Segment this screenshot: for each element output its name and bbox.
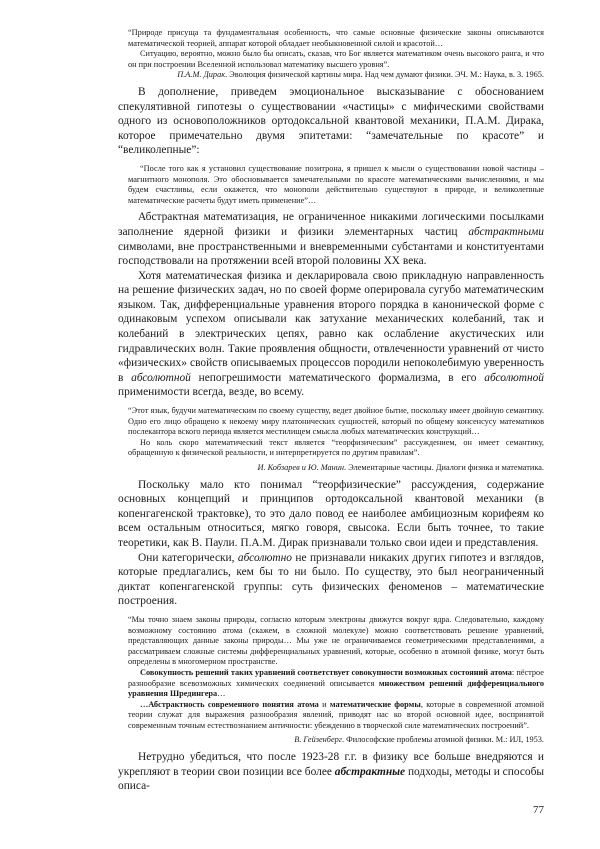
- quote-heisenberg: [128, 615, 544, 732]
- paragraph: Нетрудно убедиться, что после 1923-28 г.г. в физику все больше внедряются и укрепляют в теории свои позиции все более абстрактные подходы, методы и способы описа-: [118, 751, 545, 793]
- paragraph: Поскольку мало кто понимал “теорфизические” рассуждения, содержание основных концепций и принципов ортодоксальной квантовой механики (в копенгагенской трактовке), то это дало повод ее наиболее амбициозным корифеям ко всем остальным относиться, мягко говоря, свысока. Если быть точнее, то такие теоретики, как В. Паули. П.А.М. Дирак признавали только свои идеи и представления.: [118, 478, 544, 549]
- body-text: [118, 210, 544, 400]
- body-text: [118, 478, 544, 609]
- quote-text: “Мы точно знаем законы природы, согласно которым электроны движутся вокруг ядра. Следовательно, каждому возможному состоянию атома (скажем, в сложной молекуле) можно соответствовать решение уравнений, представляющих данные законы природы… Мы уже не ограничиваемся геометрическими представлениями, а рассматриваем сложные системы дифференциальных уравнений, которые, особенно в атомной физике, могут быть определены в многомерном пространстве.: [128, 614, 544, 667]
- paragraph: Абстрактная математизация, не ограниченное никакими логическими посылками заполнение ядерной физики и физики элементарных частиц абстрактными символами, вне пространственными и вневременными субстантами и конституентами господствовали на протяжении всей второй половины XX века.: [118, 211, 544, 268]
- quote-text: Ситуацию, вероятно, можно было бы описать, сказав, что Бог является математиком очень высокого ранга, и что он при построении Вселенной использовал математику высшего уровня”.: [128, 49, 544, 69]
- quote-source: П.А.М. Дирак. Эволюция физической картины мира. Над чем думают физики. ЭЧ. М.: Наука, в. 3. 1965.: [177, 70, 544, 80]
- paragraph: Они категорически, абсолютно не признавали никаких других гипотез и взглядов, которые предлагались, кем бы то ни было. По существу, это был неограниченный диктат копенгагенской группы: суть физических феноменов – математические построения.: [118, 551, 544, 608]
- quote-author: И. Кобзарев и Ю. Манин: [257, 463, 345, 472]
- body-text: [118, 85, 544, 158]
- quote-text: Но коль скоро математический текст является “теорфизическим” рассуждением, он имеет семантику, обращенную к физической реальности, и интерпретируется по другим правилам”.: [128, 437, 544, 458]
- paragraph: Хотя математическая физика и декларировала свою прикладную направленность на решение физических задач, но по своей форме оперировала сугубо математическим языком. Так, дифференциальные уравнения второго порядка в канонической форме с одинаковым успехом описывали как затухание механических колебаний, так и колебаний в электрических цепях, равно как ослабление акустических или гидравлических волн. Такие проявления общности, отвлеченности уравнений от чисто «физических» свойств описываемых процессов породили непоколебимую уверенность в абсолютной непогрешимости математического формализма, в его абсолютной применимости всегда, везде, во всему.: [118, 269, 544, 399]
- quote-source: В. Гейзенберг. Философские проблемы атомной физики. М.: ИЛ, 1953.: [294, 735, 544, 745]
- quote-text: “Природе присуща та фундаментальная особенность, что самые основные физические законы описываются математической теорией, аппарат которой обладает необыкновенной силой и красотой…: [128, 28, 544, 48]
- page-number: 77: [533, 804, 544, 816]
- body-text: [118, 750, 544, 794]
- quote-author: П.А.М. Дирак: [177, 70, 226, 80]
- quote-kobzarev-manin: [128, 406, 544, 459]
- quote-text: …Абстрактность современного понятия атома и математические формы, которые в современной атомной теории служат для выражения разнообразия явлений, приводят нас ко второй основной идее, воспринятой современным точным естествознанием античности: убеждению в творческой силе математических построений”.: [128, 699, 545, 730]
- quote-dirac-2: [128, 164, 544, 206]
- quote-text: “Этот язык, будучи математическим по своему существу, ведет двойное бытие, поскольку имеет двойную семантику. Одно его лицо обращено к некоему миру платонических сущностей, который по общему консенсусу математиков послекантора вского периода является местилищем смысла любых математических конструкций…: [128, 406, 544, 437]
- quote-author: В. Гейзенберг: [294, 735, 343, 745]
- paragraph: В дополнение, приведем эмоциональное высказывание с обоснованием спекулятивной гипотезы о существовании «частицы» с мифическими свойствами одного из основоположников ортодоксальной квантовой механики, П.А.М. Дирака, которое примечательно двумя эпитетами: “замечательные по красоте” и “великолепные”:: [118, 85, 544, 157]
- quote-text: “После того как я установил существование позитрона, я пришел к мысли о существовании новой частицы – магнитного монополя. Это обосновывается замечательными по красоте математическими вычислениями, и мы будем счастливы, если окажется, что монополи действительно существуют в природе, и великолепные математические расчеты будут иметь применение”…: [128, 163, 544, 205]
- quote-text: Совокупность решений таких уравнений соответствует совокупности возможных состояний атома: пёстрое разнообразие всевозможных химических соединений описывается множеством решений дифференциального уравнения Шредингера…: [128, 667, 545, 699]
- quote-source: И. Кобзарев и Ю. Манин. Элементарные частицы. Диалоги физика и математика.: [257, 463, 544, 472]
- quote-dirac-1: [128, 28, 544, 70]
